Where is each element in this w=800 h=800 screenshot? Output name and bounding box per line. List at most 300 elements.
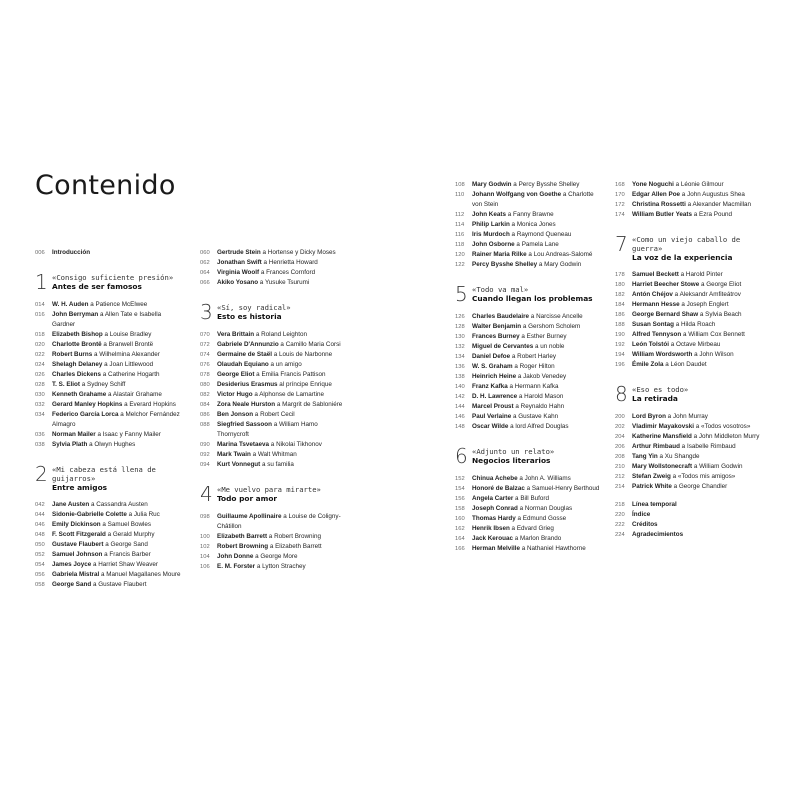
toc-entry[interactable] [455,342,605,352]
page-number: 054 [35,562,45,568]
toc-entry[interactable] [615,290,765,300]
entry-text [217,552,350,562]
entry-text [632,200,765,210]
connector: a [507,383,515,390]
letter-author: Sidonie-Gabrielle Colette [52,511,127,518]
entry-text [217,380,350,390]
toc-entry[interactable] [200,562,350,572]
toc-entry[interactable] [615,472,765,482]
toc-entry[interactable] [200,542,350,552]
toc-entry[interactable] [200,268,350,278]
toc-entry[interactable] [455,372,605,382]
page-number: 146 [455,414,465,420]
letter-recipient: Hermann Kafka [514,383,559,390]
letter-recipient: Lytton Strachey [262,563,306,570]
letter-author: Henrik Ibsen [472,525,510,532]
entry-text [472,402,605,412]
toc-entry[interactable] [35,540,185,550]
toc-entry[interactable] [200,450,350,460]
entry-text [217,420,350,440]
toc-entry[interactable] [200,370,350,380]
toc-entry[interactable] [455,312,605,322]
page-number: 132 [455,344,465,350]
letter-recipient: Louise de Coligny-Châtillon [217,513,341,530]
entry-text [472,220,605,230]
letter-recipient: Margrit de Sabloniére [282,401,343,408]
letter-author: Jonathan Swift [217,259,262,266]
entry-text [52,360,185,370]
toc-entry[interactable] [200,552,350,562]
toc-entry[interactable] [35,380,185,390]
connector: a [521,323,529,330]
connector: a [516,373,524,380]
page-number: 048 [35,532,45,538]
toc-entry[interactable] [615,350,765,360]
toc-entry[interactable] [35,350,185,360]
toc-entry[interactable] [615,330,765,340]
letter-recipient: Bill Buford [520,495,550,502]
page-number: 094 [200,462,210,468]
letter-author: Victor Hugo [217,391,253,398]
entry-text [217,258,350,268]
entry-text [472,544,605,554]
letter-recipient: William Hamo Thornycroft [217,421,318,438]
letter-author: Gabriela Mistral [52,571,100,578]
toc-entry[interactable] [455,504,605,514]
toc-entry[interactable] [455,220,605,230]
letter-recipient: Fanny Brawne [512,211,554,218]
toc-entry[interactable] [200,278,350,288]
letter-author: Charlotte Brontë [52,341,102,348]
connector: a [680,191,688,198]
toc-entry[interactable] [615,360,765,370]
toc-entry[interactable] [35,310,185,330]
toc-entry[interactable] [455,180,605,190]
letter-recipient: Mary Godwin [544,261,582,268]
entry-text [632,340,765,350]
letter-recipient: Walt Whitman [257,451,297,458]
chapter-quote: «Eso es todo» [632,385,689,394]
toc-entry[interactable] [455,392,605,402]
toc-entry[interactable] [615,310,765,320]
page-number: 014 [35,302,45,308]
chapter-number: 2 [35,462,48,486]
connector: a [692,351,700,358]
toc-entry[interactable] [35,580,185,590]
page-number: 056 [35,572,45,578]
letter-author: W. S. Graham [472,363,513,370]
toc-entry[interactable] [615,190,765,200]
page-number: 130 [455,334,465,340]
toc-entry[interactable] [455,412,605,422]
page-number: 156 [455,496,465,502]
toc-entry[interactable] [35,248,185,258]
toc-entry[interactable] [200,360,350,370]
page-number: 112 [455,212,465,218]
entry-text [217,350,350,360]
toc-entry[interactable] [615,482,765,492]
letter-recipient: John A. Williams [524,475,571,482]
entry-text [52,550,185,560]
toc-entry[interactable] [200,460,350,470]
letter-recipient: Roland Leighton [261,331,307,338]
page-number: 202 [615,424,625,430]
toc-entry[interactable] [200,380,350,390]
letter-author: Virginia Woolf [217,269,260,276]
connector: a [665,413,673,420]
page-number: 118 [455,242,465,248]
toc-entry[interactable] [455,240,605,250]
connector: a [685,201,693,208]
entry-text [472,392,605,402]
toc-entry[interactable] [35,500,185,510]
page-number: 206 [615,444,625,450]
toc-entry[interactable] [200,512,350,532]
entry-text [632,442,765,452]
connector: a [268,543,276,550]
connector: a [260,249,268,256]
entry-text [472,230,605,240]
chapter-subtitle: Entre amigos [52,483,108,492]
connector: a [698,311,706,318]
toc-entry[interactable] [455,382,605,392]
toc-entry[interactable] [615,340,765,350]
connector: a [537,261,545,268]
letter-author: Thomas Hardy [472,515,516,522]
toc-entry[interactable] [615,210,765,220]
page-number: 184 [615,302,625,308]
page-number: 158 [455,506,465,512]
entry-text [52,580,185,590]
toc-entry[interactable] [615,180,765,190]
entry-text [472,362,605,372]
toc-entry[interactable] [35,550,185,560]
letter-author: Joseph Conrad [472,505,518,512]
connector: a [515,515,523,522]
toc-entry[interactable] [615,280,765,290]
toc-entry[interactable] [200,258,350,268]
connector: a [657,453,665,460]
toc-entry[interactable] [455,210,605,220]
connector: a [673,181,681,188]
letter-author: Ben Jonson [217,411,254,418]
toc-entry[interactable] [455,250,605,260]
page-number: 090 [200,442,210,448]
toc-entry[interactable] [200,532,350,542]
letter-author: Robert Burns [52,351,93,358]
page-number: 224 [615,532,625,538]
connector: a [508,423,516,430]
connector: a [671,483,679,490]
letter-author: Yone Noguchi [632,181,674,188]
letter-recipient: Léonie Gilmour [680,181,724,188]
entry-text [632,530,765,540]
page-number: 142 [455,394,465,400]
letter-author: Gertrude Stein [217,249,261,256]
connector: a [271,421,279,428]
letter-recipient: Emilia Francis Pattison [261,371,326,378]
letter-recipient: Sylvia Beach [705,311,742,318]
letter-recipient: John Wilson [699,351,734,358]
letter-author: Guillaume Apollinaire [217,513,282,520]
connector: a [509,221,517,228]
toc-entry[interactable] [35,400,185,410]
toc-entry[interactable] [35,430,185,440]
section-title: Índice [632,511,651,518]
letter-author: Chinua Achebe [472,475,518,482]
toc-entry[interactable] [35,340,185,350]
toc-entry[interactable] [615,270,765,280]
chapter-subtitle: Antes de ser famosos [52,282,142,291]
page-number: 174 [615,212,625,218]
entry-text [217,278,350,288]
entry-text [52,560,185,570]
letter-recipient: Percy Bysshe Shelley [518,181,580,188]
page-number: 214 [615,484,625,490]
letter-author: Kurt Vonnegut [217,461,261,468]
entry-text [52,390,185,400]
toc-entry[interactable] [455,322,605,332]
chapter-titles [632,234,765,262]
chapter-quote: «Consigo suficiente presión» [52,273,174,282]
letter-recipient: Charlotte von Stein [472,191,594,208]
toc-entry[interactable] [455,190,605,210]
toc-entry[interactable] [615,442,765,452]
entry-text [632,500,765,510]
chapter-subtitle: La voz de la experiencia [632,253,733,262]
letter-recipient: Octave Mirbeau [675,341,721,348]
toc-entry[interactable] [200,248,350,258]
letter-author: Johann Wolfgang von Goethe [472,191,562,198]
entry-text [52,430,185,440]
toc-entry[interactable] [615,412,765,422]
letter-author: William Butler Yeats [632,211,693,218]
toc-entry[interactable] [35,330,185,340]
entry-text [632,472,765,482]
section-title: Introducción [52,249,91,256]
page-number: 086 [200,412,210,418]
letter-author: Mary Godwin [472,181,512,188]
page-number: 218 [615,502,625,508]
connector: a [672,291,680,298]
toc-entry[interactable] [200,330,350,340]
toc-entry[interactable] [615,510,765,520]
letter-recipient: Henrietta Howard [268,259,318,266]
connector: a [98,311,105,318]
entry-text [52,520,185,530]
entry-text [217,248,350,258]
letter-recipient: Robert Harley [517,353,557,360]
toc-entry[interactable] [615,500,765,510]
page-number: 122 [455,262,465,268]
toc-entry[interactable] [615,520,765,530]
page-number: 222 [615,522,625,528]
chapter-subtitle: La retirada [632,394,678,403]
toc-entry[interactable] [455,260,605,270]
page-title: Contenido [35,170,176,201]
toc-entry[interactable] [200,410,350,420]
entry-text [52,370,185,380]
page-number: 074 [200,352,210,358]
toc-entry[interactable] [455,514,605,524]
toc-entry[interactable] [455,524,605,534]
toc-entry[interactable] [455,484,605,494]
letter-recipient: Julia Ruc [133,511,160,518]
connector: a [510,353,518,360]
toc-entry[interactable] [35,440,185,450]
page-number: 128 [455,324,465,330]
page-number: 172 [615,202,625,208]
page-number: 064 [200,270,210,276]
letter-author: Percy Bysshe Shelley [472,261,538,268]
toc-column-1 [35,248,185,590]
entry-text [472,504,605,514]
entry-text [472,312,605,322]
toc-entry[interactable] [455,230,605,240]
entry-text [632,422,765,432]
toc-entry[interactable] [615,300,765,310]
entry-text [52,380,185,390]
page-number: 182 [615,292,625,298]
toc-entry[interactable] [455,494,605,504]
letter-recipient: Yusuke Tsurumi [264,279,310,286]
entry-text [472,382,605,392]
toc-entry[interactable] [35,510,185,520]
chapter-titles [472,446,605,465]
letter-author: Daniel Defoe [472,353,511,360]
letter-author: Walter Benjamin [472,323,522,330]
page-number: 208 [615,454,625,460]
toc-entry[interactable] [200,350,350,360]
toc-entry[interactable] [615,432,765,442]
letter-recipient: Hortense y Dicky Moses [267,249,336,256]
connector: a [106,391,113,398]
page-number: 168 [615,182,625,188]
toc-entry[interactable] [455,362,605,372]
letter-recipient: Louis de Narbonne [278,351,333,358]
section-gap [615,492,765,500]
toc-entry[interactable] [200,400,350,410]
chapter-number: 4 [200,482,213,506]
letter-author: Hermann Hesse [632,301,680,308]
page-number: 162 [455,526,465,532]
entry-text [52,300,185,310]
letter-recipient: Olwyn Hughes [94,441,136,448]
connector: a [281,513,289,520]
letter-author: Emily Dickinson [52,521,101,528]
toc-entry[interactable] [615,320,765,330]
toc-entry[interactable] [200,390,350,400]
entry-text [632,432,765,442]
toc-entry[interactable] [200,340,350,350]
toc-entry[interactable] [35,410,185,430]
toc-entry[interactable] [35,300,185,310]
entry-text [472,484,605,494]
toc-entry[interactable] [615,422,765,432]
connector: a [271,351,279,358]
chapter-subtitle: Cuando llegan los problemas [472,294,593,303]
toc-entry[interactable] [615,462,765,472]
letter-recipient: Xu Shangde [664,453,700,460]
connector: a [512,363,520,370]
chapter-number: 6 [455,444,468,468]
entry-text [52,400,185,410]
toc-entry[interactable] [455,474,605,484]
chapter-titles [217,302,350,321]
letter-recipient: Hilda Roach [681,321,716,328]
letter-recipient: Isaac y Fanny Mailer [102,431,161,438]
page-number: 188 [615,322,625,328]
connector: a [699,281,707,288]
letter-recipient: Elizabeth Barrett [275,543,322,550]
letter-author: Miguel de Cervantes [472,343,534,350]
toc-entry[interactable] [455,544,605,554]
toc-entry[interactable] [35,390,185,400]
chapter-subtitle: Negocios literarios [472,456,551,465]
chapter-titles [52,464,185,492]
page-number: 154 [455,486,465,492]
connector: a [509,231,517,238]
page-number: 080 [200,382,210,388]
connector: a [519,333,527,340]
letter-recipient: Alastair Grahame [112,391,162,398]
page-number: 144 [455,404,465,410]
toc-entry[interactable] [200,420,350,440]
page-number: 016 [35,312,45,318]
chapter-quote: «Me vuelvo para mirarte» [217,485,321,494]
page-number: 020 [35,342,45,348]
letter-recipient: «Todos vosotros» [700,423,751,430]
toc-entry[interactable] [35,360,185,370]
connector: a [103,541,111,548]
toc-entry[interactable] [35,370,185,380]
letter-author: Tang Yin [632,453,658,460]
toc-entry[interactable] [455,332,605,342]
toc-entry[interactable] [615,530,765,540]
connector: a [89,501,97,508]
letter-recipient: Manuel Magallanes Moure [106,571,181,578]
connector: a [278,341,286,348]
entry-text [217,410,350,420]
entry-text [632,290,765,300]
toc-entry[interactable] [35,560,185,570]
letter-recipient: Melchor Fernández Almagro [52,411,180,428]
connector: a [100,521,108,528]
toc-entry[interactable] [455,422,605,432]
toc-entry[interactable] [455,352,605,362]
page-number: 136 [455,364,465,370]
entry-text [52,350,185,360]
page-number: 178 [615,272,625,278]
entry-text [217,532,350,542]
letter-recipient: Roger Hilton [519,363,555,370]
toc-entry[interactable] [615,200,765,210]
toc-entry[interactable] [35,570,185,580]
toc-entry[interactable] [35,520,185,530]
letter-recipient: un noble [540,343,565,350]
entry-text [472,250,605,260]
toc-entry[interactable] [455,534,605,544]
toc-entry[interactable] [455,402,605,412]
entry-text [52,340,185,350]
toc-entry[interactable] [35,530,185,540]
toc-entry[interactable] [615,452,765,462]
letter-recipient: Sydney Schiff [87,381,126,388]
letter-recipient: Camillo Maria Corsi [285,341,341,348]
toc-entry[interactable] [200,440,350,450]
entry-text [632,412,765,422]
page-number: 220 [615,512,625,518]
